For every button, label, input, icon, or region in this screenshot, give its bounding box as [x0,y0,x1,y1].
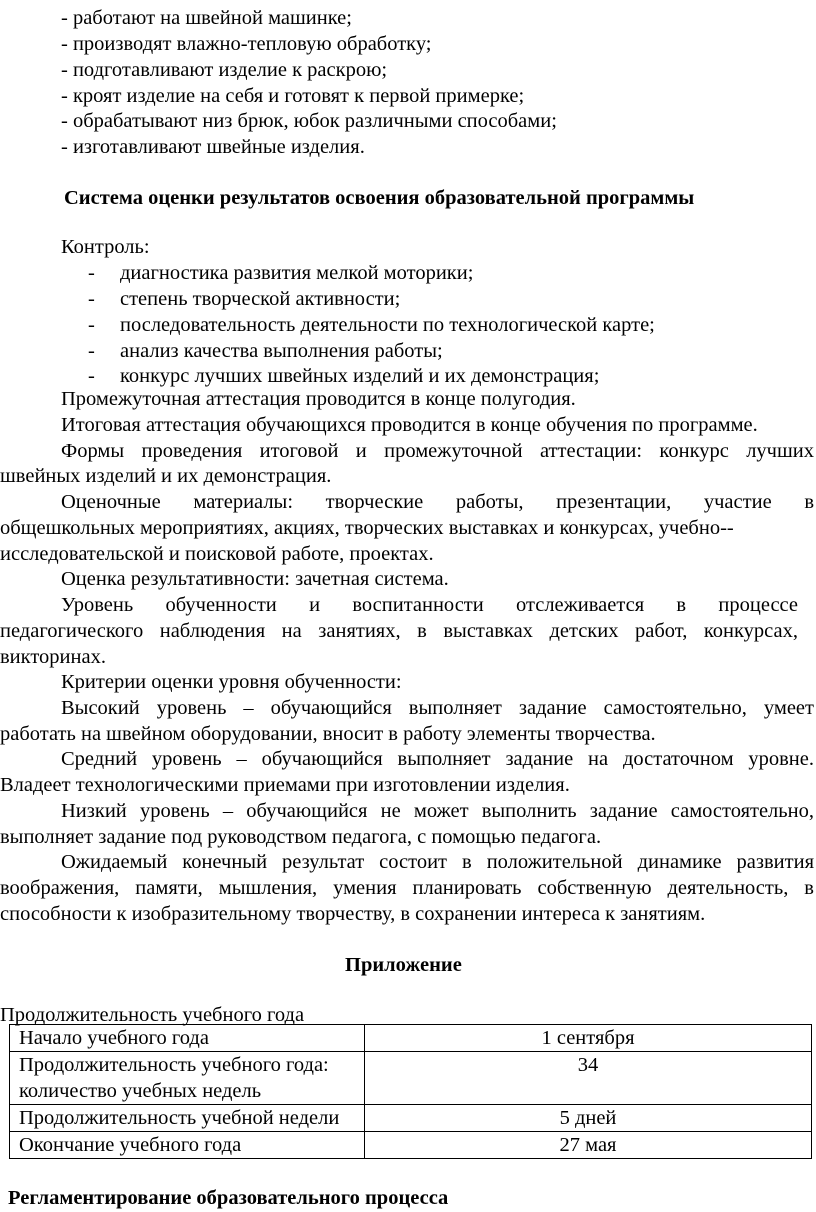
section-title: Система оценки результатов освоения образовательной программы [64,187,695,209]
table-cell-value: 34 [365,1052,812,1105]
table-cell-label [10,1052,365,1105]
table-cell-label [10,1132,365,1159]
list-dash: - [88,340,95,362]
table-cell-label [10,1105,365,1132]
mid-level-line: Владеет технологическими приемами при изготовлении изделия. [0,774,570,796]
intro-list-item: - обрабатывают низ брюк, юбок различными способами; [61,110,557,132]
table-row [10,1105,812,1132]
intro-list-item: - работают на швейной машинке; [61,7,352,29]
cell-text: Продолжительность учебного года: [19,1054,329,1076]
table-cell-value: 27 мая [365,1132,812,1159]
cell-text: Начало учебного года [19,1027,209,1049]
level-paragraph-line: Уровень обученности и воспитанности отслеживается в процессе [61,594,798,616]
list-dash: - [88,288,95,310]
mid-level-line: Средний уровень – обучающийся выполняет задание на достаточном уровне. [61,748,814,770]
forms-paragraph-line: швейных изделий и их демонстрация. [0,465,332,487]
appendix-title: Приложение [345,954,462,976]
materials-paragraph-line: общешкольных мероприятиях, акциях, творческих выставках и конкурсах, учебно-- [0,517,734,539]
intro-list-item: - кроят изделие на себя и готовят к первой примерке; [61,85,525,107]
final-attestation-text: Итоговая аттестация обучающихся проводится в конце обучения по программе. [61,414,758,436]
table-row [10,1025,812,1052]
table-cell-label [10,1025,365,1052]
level-paragraph-line: педагогического наблюдения на занятиях, в выставках детских работ, конкурсах, [0,620,798,642]
criteria-heading: Критерии оценки уровня обученности: [61,671,402,693]
low-level-line: выполняет задание под руководством педагога, с помощью педагога. [0,826,602,848]
intro-list-item: - изготавливают швейные изделия. [61,136,365,158]
performance-text: Оценка результативности: зачетная система. [61,568,449,590]
control-list-item: диагностика развития мелкой моторики; [120,262,474,284]
result-paragraph-line: способности к изобразительному творчеству, в сохранении интереса к занятиям. [0,903,706,925]
cell-text: Окончание учебного года [19,1134,242,1156]
cell-text: Продолжительность учебной недели [19,1107,340,1129]
materials-paragraph-line: Оценочные материалы: творческие работы, презентации, участие в [61,491,814,513]
intro-list-item: - производят влажно-тепловую обработку; [61,33,432,55]
level-paragraph-line: викторинах. [0,646,106,668]
high-level-line: работать на швейном оборудовании, вносит в работу элементы творчества. [0,723,656,745]
interim-attestation-text: Промежуточная аттестация проводится в конце полугодия. [61,388,576,410]
high-level-line: Высокий уровень – обучающийся выполняет задание самостоятельно, умеет [61,697,814,719]
low-level-line: Низкий уровень – обучающийся не может выполнить задание самостоятельно, [61,800,814,822]
control-list-item: последовательность деятельности по технологической карте; [120,314,655,336]
result-paragraph-line: Ожидаемый конечный результат состоит в положительной динамике развития [61,851,814,873]
control-list-item: анализ качества выполнения работы; [120,340,443,362]
table-cell-value: 1 сентября [365,1025,812,1052]
table-caption: Продолжительность учебного года [0,1004,305,1026]
materials-paragraph-line: исследовательской и поисковой работе, проектах. [0,543,434,565]
next-section-title: Регламентирование образовательного процесса [8,1187,449,1209]
list-dash: - [88,314,95,336]
table-cell-value: 5 дней [365,1105,812,1132]
result-paragraph-line: воображения, памяти, мышления, умения планировать собственную деятельность, в [0,877,814,899]
list-dash: - [88,365,95,387]
control-list-item: конкурс лучших швейных изделий и их демонстрация; [120,365,600,387]
forms-paragraph-line: Формы проведения итоговой и промежуточной аттестации: конкурс лучших [61,440,814,462]
intro-list-item: - подготавливают изделие к раскрою; [61,59,388,81]
cell-text: количество учебных недель [19,1080,262,1102]
table-row [10,1132,812,1159]
control-label: Контроль: [61,236,150,258]
control-list-item: степень творческой активности; [120,288,401,310]
list-dash: - [88,262,95,284]
table-row [10,1052,812,1105]
academic-year-table [9,1024,812,1159]
